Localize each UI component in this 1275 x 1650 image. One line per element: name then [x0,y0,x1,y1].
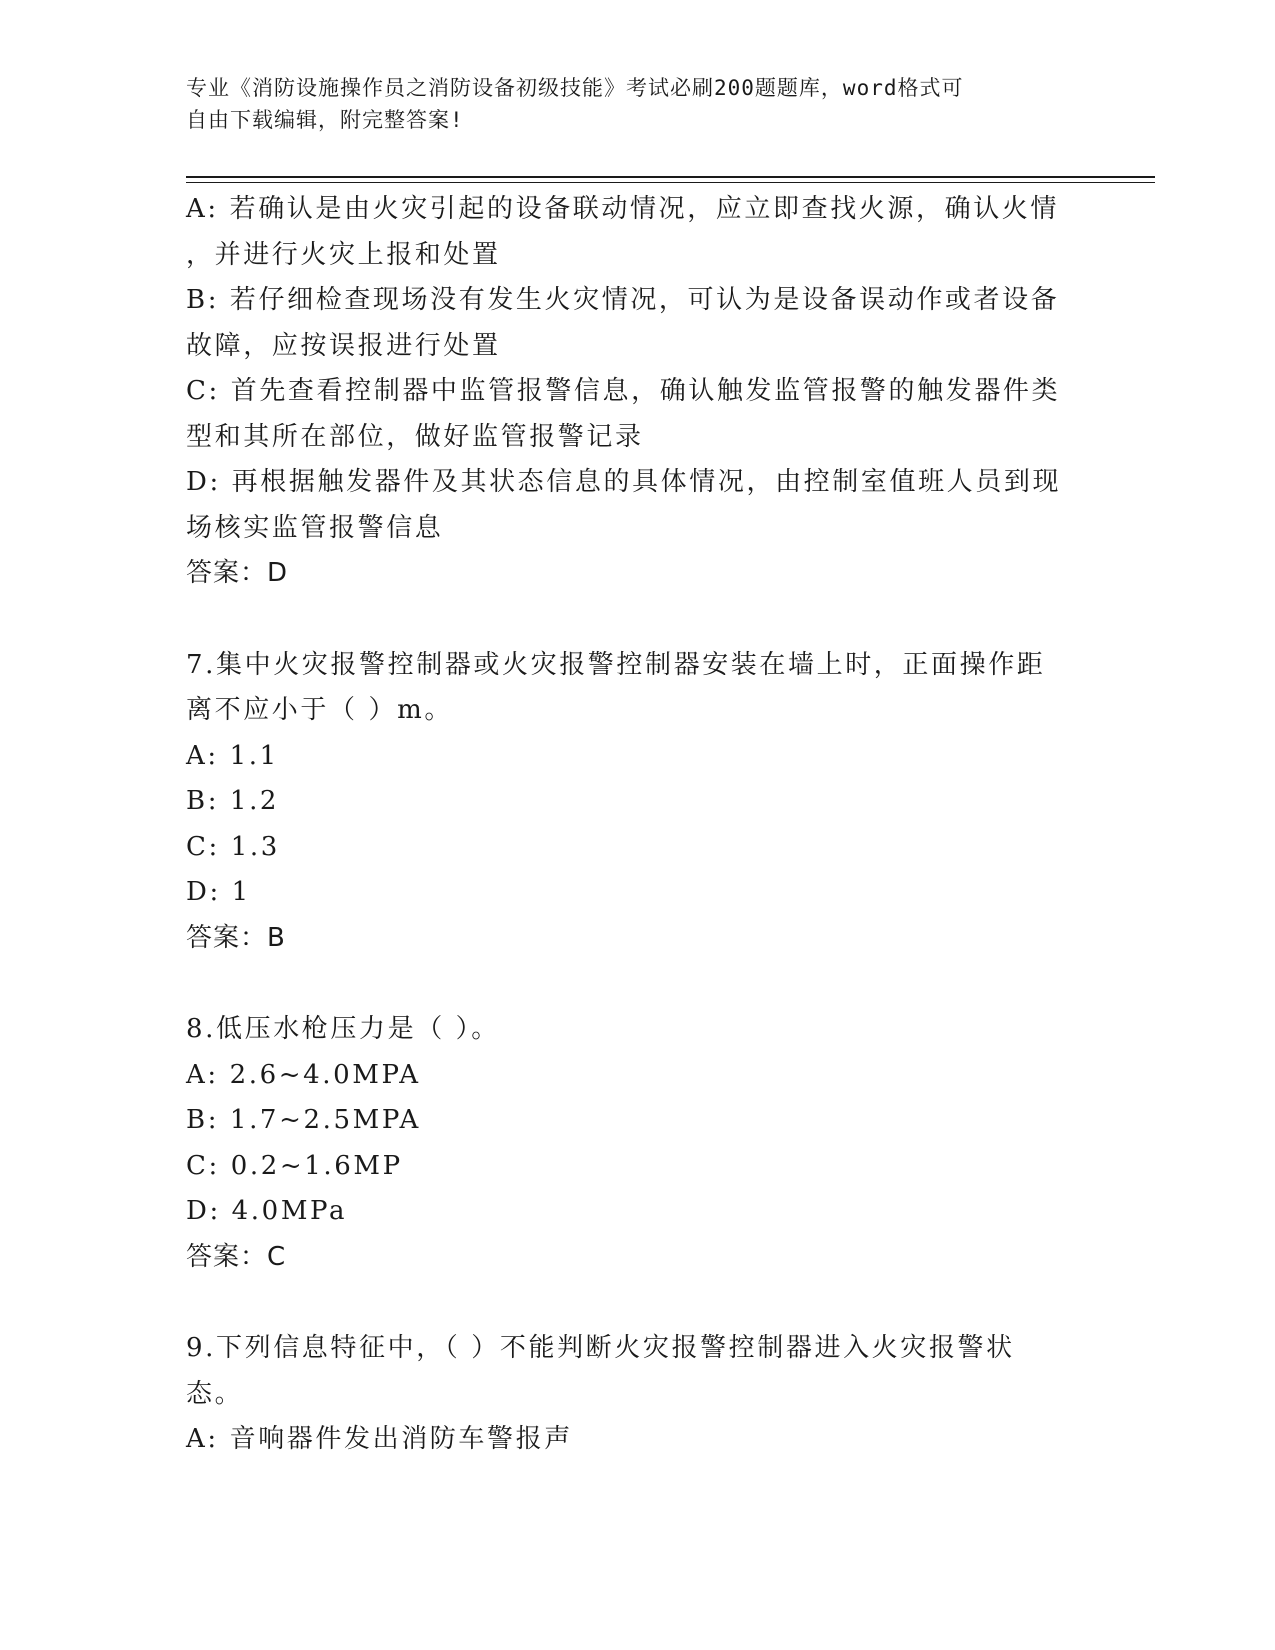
q7-option-a: A: 1.1 [186,740,279,771]
q8-option-d: D: 4.0MPa [186,1196,348,1226]
q6-option-a-line-2: ，并进行火灾上报和处置 [186,239,501,270]
q6-option-c-line-1: C: 首先查看控制器中监管报警信息，确认触发监管报警的触发器件类 [186,376,1061,406]
q8-option-a: A: 2.6~4.0MPA [186,1059,421,1090]
document-body [186,187,1086,1463]
q7-answer: 答案：B [186,922,286,953]
q7-option-d: D: 1 [186,877,251,907]
q6-answer: 答案：D [186,558,289,588]
q6-option-a-line-1: A: 若确认是由火灾引起的设备联动情况，应立即查找火源，确认火情 [186,194,1060,224]
q6-option-b-line-2: 故障，应按误报进行处置 [186,330,501,361]
header-title-line-1: 专业《消防设施操作员之消防设备初级技能》考试必刷200题题库，word格式可 [186,76,964,100]
q9-stem-line-2: 态。 [186,1378,244,1409]
q8-stem: 8.低压水枪压力是（ ）。 [186,1014,500,1044]
q6-option-c-line-2: 型和其所在部位，做好监管报警记录 [186,421,644,452]
header-divider-thin [186,182,1155,183]
header-title-line-2: 自由下载编辑，附完整答案! [186,108,464,132]
q6-option-b-line-1: B: 若仔细检查现场没有发生火灾情况，可认为是设备误动作或者设备 [186,285,1060,315]
q7-stem-line-2: 离不应小于（ ）m。 [186,695,453,725]
question-8-block [186,1007,1086,1280]
question-6-block [186,187,1086,597]
q9-stem-line-1: 9.下列信息特征中，（ ）不能判断火灾报警控制器进入火灾报警状 [186,1333,1015,1363]
question-spacer [186,597,1086,643]
document-header [186,72,1066,136]
question-spacer [186,961,1086,1007]
q8-option-c: C: 0.2~1.6MP [186,1150,403,1181]
q6-option-d-line-1: D: 再根据触发器件及其状态信息的具体情况，由控制室值班人员到现 [186,467,1062,497]
question-7-block [186,643,1086,962]
q8-option-b: B: 1.7~2.5MPA [186,1105,421,1135]
q7-option-c: C: 1.3 [186,831,280,862]
question-spacer [186,1280,1086,1326]
header-divider-thick [186,176,1155,178]
question-9-block [186,1326,1086,1463]
q7-option-b: B: 1.2 [186,786,280,816]
q9-option-a: A: 音响器件发出消防车警报声 [186,1424,573,1454]
q7-stem-line-1: 7.集中火灾报警控制器或火灾报警控制器安装在墙上时，正面操作距 [186,649,1046,680]
q8-answer: 答案：C [186,1241,287,1272]
q6-option-d-line-2: 场核实监管报警信息 [186,512,444,543]
